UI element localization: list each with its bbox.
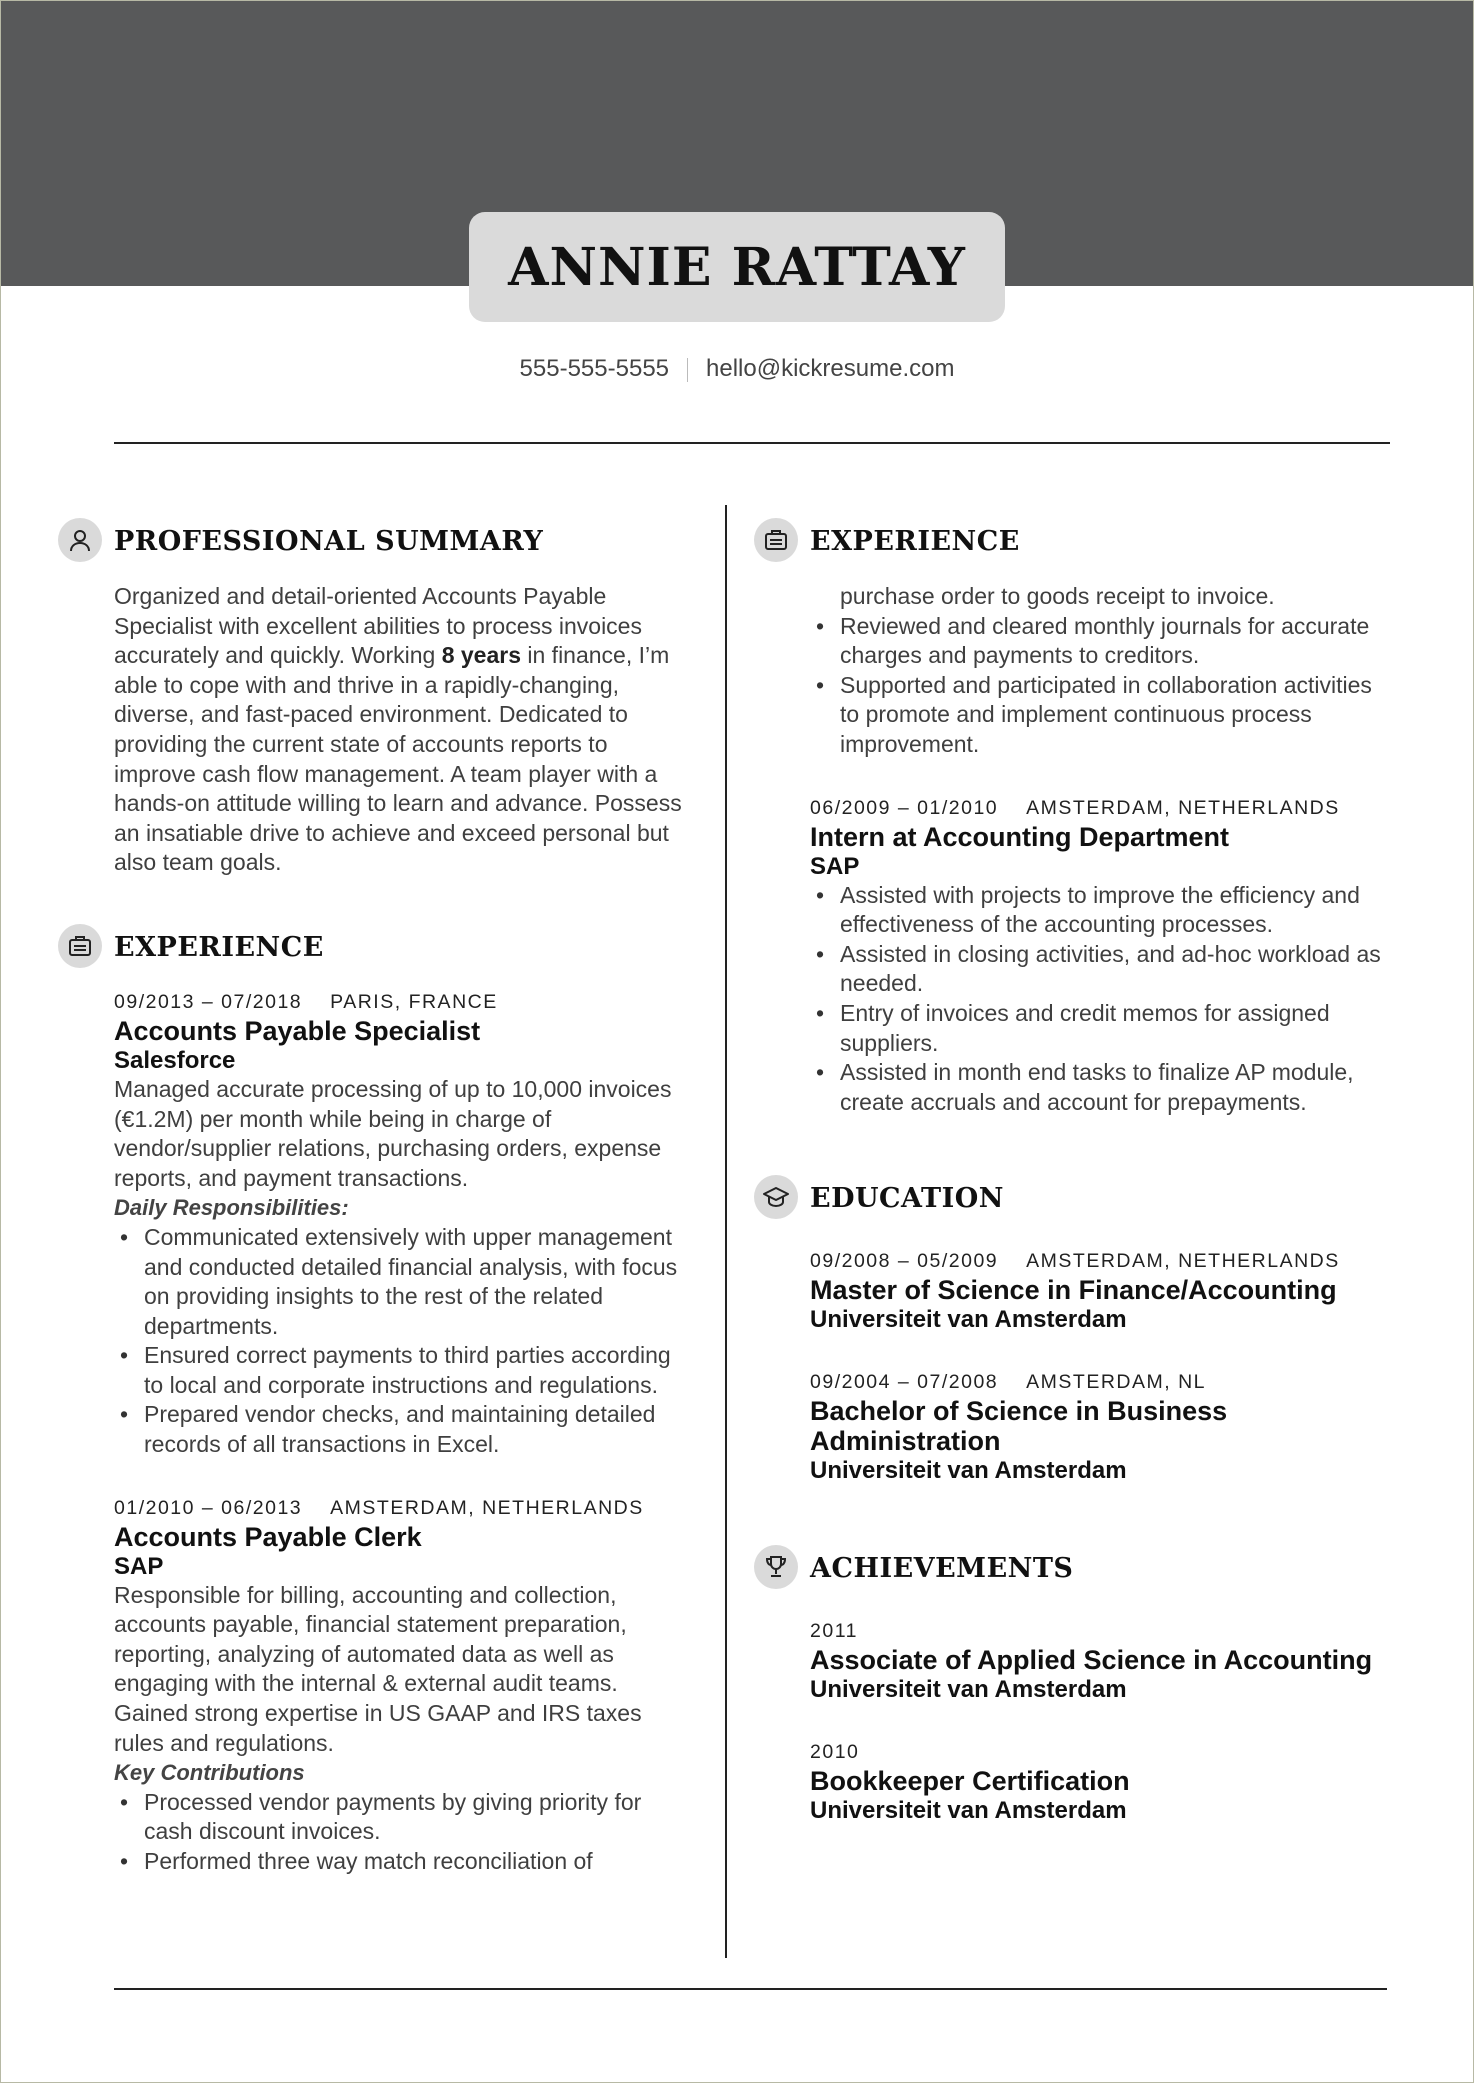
job-entry-continued bbox=[810, 582, 1390, 760]
company: SAP bbox=[114, 1552, 164, 1580]
list-item: • Performed three way match reconciliation of bbox=[114, 1847, 694, 1877]
top-divider bbox=[114, 442, 1390, 444]
list-item: • Assisted with projects to improve the efficiency and effectiveness of the accounting processes. bbox=[810, 881, 1390, 940]
achievement-entry bbox=[810, 1617, 1390, 1704]
summary-section-head bbox=[114, 520, 694, 564]
job-bullets bbox=[810, 881, 1390, 1118]
trophy-icon bbox=[754, 1545, 798, 1589]
experience-continued-title: EXPERIENCE bbox=[810, 526, 1020, 557]
list-item: • Reviewed and cleared monthly journals for accurate charges and payments to creditors. bbox=[810, 612, 1390, 671]
achievement-title: Associate of Applied Science in Accounting bbox=[810, 1645, 1373, 1676]
list-item: • Assisted in closing activities, and ad-hoc workload as needed. bbox=[810, 940, 1390, 999]
company: Salesforce bbox=[114, 1046, 236, 1074]
job-meta: 06/2009 – 01/2010 AMSTERDAM, NETHERLANDS bbox=[810, 796, 1340, 819]
degree: Bachelor of Science in Business Administration bbox=[810, 1396, 1228, 1457]
achievements-section-head bbox=[810, 1547, 1390, 1591]
summary-highlight: 8 years bbox=[441, 642, 521, 669]
achievement-entry bbox=[810, 1738, 1390, 1825]
right-column bbox=[810, 520, 1390, 1851]
summary-title: PROFESSIONAL SUMMARY bbox=[114, 526, 544, 557]
achievement-org: Universiteit van Amsterdam bbox=[810, 1797, 1127, 1825]
contact-line bbox=[0, 355, 1474, 383]
job-meta: 01/2010 – 06/2013 AMSTERDAM, NETHERLANDS bbox=[114, 1496, 644, 1519]
email: hello@kickresume.com bbox=[706, 355, 955, 382]
school: Universiteit van Amsterdam bbox=[810, 1457, 1127, 1485]
job-title: Intern at Accounting Department bbox=[810, 821, 1230, 852]
candidate-name: ANNIE RATTAY bbox=[508, 236, 966, 298]
list-item: • Prepared vendor checks, and maintaining detailed records of all transactions in Excel. bbox=[114, 1400, 694, 1459]
briefcase-icon bbox=[754, 518, 798, 562]
experience-continued-head bbox=[810, 520, 1390, 564]
job-entry bbox=[810, 794, 1390, 1118]
company: SAP bbox=[810, 852, 860, 880]
left-column bbox=[114, 520, 694, 1903]
job-entry bbox=[114, 988, 694, 1460]
job-entry bbox=[114, 1494, 694, 1877]
bottom-divider bbox=[114, 1988, 1387, 1990]
achievement-year: 2010 bbox=[810, 1741, 860, 1764]
phone: 555-555-5555 bbox=[519, 355, 670, 382]
experience-title: EXPERIENCE bbox=[114, 931, 324, 963]
job-title: Accounts Payable Clerk bbox=[114, 1521, 422, 1552]
briefcase-icon bbox=[58, 924, 102, 968]
job-bullets bbox=[810, 612, 1390, 760]
person-icon bbox=[58, 518, 102, 562]
job-subheading: Daily Responsibilities: bbox=[114, 1195, 349, 1221]
summary-text: Organized and detail-oriented Accounts Payable Specialist with excellent abilities to process invoices accurately and quickly. Working 8 years in finance, I’m able to cope with and thrive in a rapidly-changing, diverse, and fast-paced environment. Dedicated to providing the current state of accounts reports to improve cash flow management. A team player with a hands-on attitude willing to learn and advance. Possess an insatiable drive to achieve and exceed personal but also team goals. bbox=[114, 583, 682, 876]
list-item: • Processed vendor payments by giving priority for cash discount invoices. bbox=[114, 1788, 694, 1847]
list-item: • Ensured correct payments to third parties according to local and corporate instructions and regulations. bbox=[114, 1341, 694, 1400]
experience-section-head bbox=[114, 926, 694, 970]
job-meta: 09/2013 – 07/2018 PARIS, FRANCE bbox=[114, 990, 498, 1013]
education-title: EDUCATION bbox=[810, 1183, 1004, 1215]
continued-text: purchase order to goods receipt to invoice. bbox=[840, 583, 1275, 609]
job-title: Accounts Payable Specialist bbox=[114, 1015, 481, 1046]
job-bullets bbox=[114, 1223, 694, 1460]
education-meta: 09/2008 – 05/2009 AMSTERDAM, NETHERLANDS bbox=[810, 1250, 1340, 1273]
list-item: • Communicated extensively with upper management and conducted detailed financial analysis, with focus on providing insights to the rest of the related departments. bbox=[114, 1223, 694, 1341]
achievement-org: Universiteit van Amsterdam bbox=[810, 1676, 1127, 1704]
education-entry bbox=[810, 1247, 1390, 1334]
job-subheading: Key Contributions bbox=[114, 1760, 305, 1786]
achievement-title: Bookkeeper Certification bbox=[810, 1766, 1130, 1797]
achievement-year: 2011 bbox=[810, 1620, 858, 1643]
graduation-cap-icon bbox=[754, 1175, 798, 1219]
job-description: Responsible for billing, accounting and collection, accounts payable, financial statement preparation, reporting, analyzing of automated data as well as engaging with the internal & external audit teams. Gained strong expertise in US GAAP and IRS taxes rules and regulations. bbox=[114, 1581, 642, 1756]
education-section-head bbox=[810, 1177, 1390, 1221]
column-divider bbox=[725, 505, 727, 1958]
achievements-title: ACHIEVEMENTS bbox=[810, 1553, 1074, 1585]
education-meta: 09/2004 – 07/2008 AMSTERDAM, NL bbox=[810, 1371, 1207, 1394]
contact-divider bbox=[687, 358, 688, 382]
school: Universiteit van Amsterdam bbox=[810, 1306, 1127, 1334]
job-bullets bbox=[114, 1788, 694, 1877]
job-description: Managed accurate processing of up to 10,000 invoices (€1.2M) per month while being in charge of vendor/supplier relations, purchasing orders, expense reports, and payment transactions. bbox=[114, 1075, 672, 1191]
list-item: • Assisted in month end tasks to finalize AP module, create accruals and account for prepayments. bbox=[810, 1058, 1390, 1117]
list-item: • Entry of invoices and credit memos for assigned suppliers. bbox=[810, 999, 1390, 1058]
list-item: • Supported and participated in collaboration activities to promote and implement continuous process improvement. bbox=[810, 671, 1390, 760]
education-entry bbox=[810, 1368, 1390, 1485]
degree: Master of Science in Finance/Accounting bbox=[810, 1275, 1337, 1306]
name-box bbox=[469, 212, 1005, 322]
